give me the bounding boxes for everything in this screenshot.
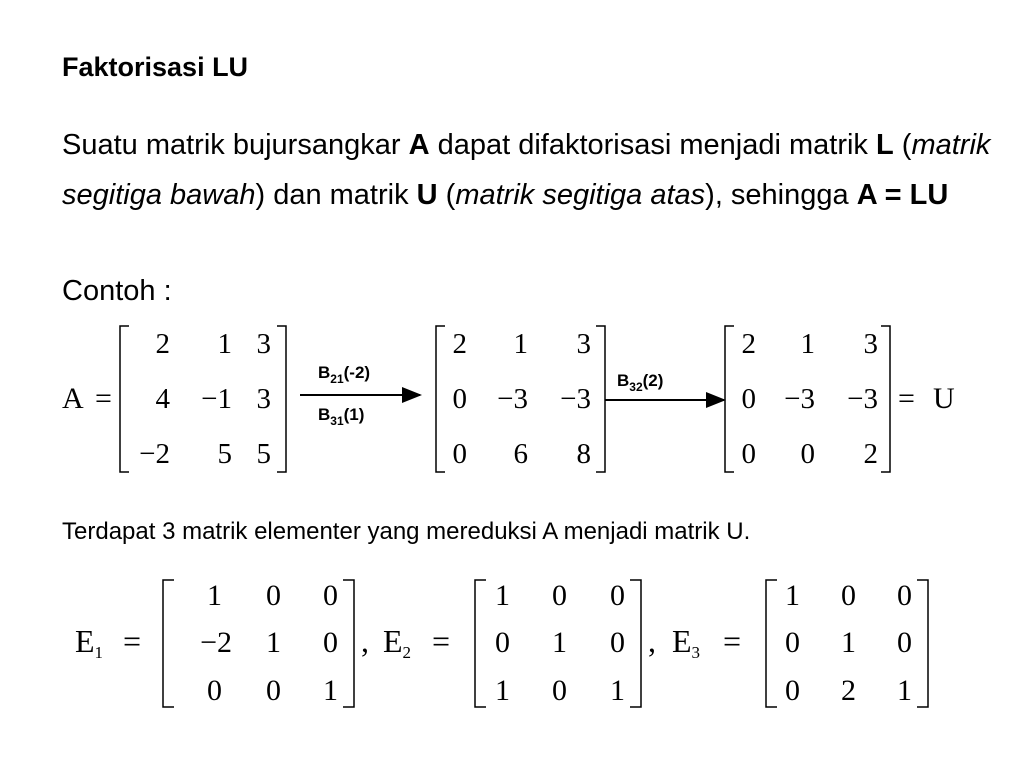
lhs-equals-sign: = <box>95 382 112 415</box>
matrix-E1-cell: 0 <box>266 579 281 612</box>
matrix-E2-cell: 1 <box>552 626 567 659</box>
matrix-E3-cell: 0 <box>785 674 800 707</box>
matrix-A-cell: 3 <box>256 328 271 360</box>
matrix-E3-cell: 1 <box>841 626 856 659</box>
matrix-intermediate-right-bracket <box>596 326 605 472</box>
matrix-E3-cell: 0 <box>897 579 912 612</box>
matrix-intermediate-cell: −3 <box>560 383 591 415</box>
matrix-E3-cell: 1 <box>785 579 800 612</box>
matrix-E2-left-bracket <box>475 580 486 707</box>
matrix-intermediate-cell: 0 <box>452 438 467 470</box>
rhs-U-label: U <box>933 382 955 415</box>
E1-equals-sign: = <box>123 623 142 659</box>
matrix-A-cell: 3 <box>256 383 271 415</box>
matrix-A-cell: 2 <box>155 328 170 360</box>
matrix-U-cell: 1 <box>800 328 815 360</box>
matrix-E1-right-bracket <box>343 580 354 707</box>
E1-label: E1 <box>75 623 104 662</box>
para-text-2: dapat difaktorisasi menjadi matrik <box>429 129 876 161</box>
matrix-A <box>120 326 286 472</box>
elementary-note: Terdapat 3 matrik elementer yang mereduksi A menjadi matrik U. <box>62 518 751 545</box>
matrix-E3-left-bracket <box>766 580 777 707</box>
matrix-E2-right-bracket <box>630 580 641 707</box>
matrix-E3 <box>766 579 928 707</box>
matrix-intermediate-cell: 1 <box>513 328 528 360</box>
op-B21-label: $B_{21}(-2)$ <box>318 363 371 386</box>
matrix-U-cell: −3 <box>784 383 815 415</box>
matrix-E2-cell: 1 <box>495 674 510 707</box>
matrix-intermediate-cell: 0 <box>452 383 467 415</box>
matrix-A-cell: −2 <box>139 438 170 470</box>
matrix-intermediate-cell: 3 <box>576 328 591 360</box>
E2-equals-sign: = <box>432 623 451 659</box>
matrix-U-cell: 0 <box>741 438 756 470</box>
E3-equals-sign: = <box>723 623 742 659</box>
matrix-E2 <box>475 579 641 707</box>
op-B31-label: $B_{31}(1)$ <box>318 405 365 428</box>
para-text-4: ) dan matrik <box>255 179 417 211</box>
slide-title: Faktorisasi LU <box>62 52 249 82</box>
matrix-E1-cell: −2 <box>200 626 232 659</box>
matrix-U-cell: 2 <box>863 438 878 470</box>
para-bold-A: A <box>408 129 430 161</box>
step1-arrow-group <box>300 363 420 428</box>
lhs-A-label: A <box>62 382 84 415</box>
matrix-E3-cell: 1 <box>897 674 912 707</box>
para-bold-U: U <box>416 179 438 211</box>
matrix-intermediate <box>436 326 605 472</box>
matrix-intermediate-cell: 6 <box>513 438 528 470</box>
matrix-E2-cell: 1 <box>610 674 625 707</box>
para-italic-upper: matrik segitiga atas <box>455 179 706 211</box>
matrix-E3-cell: 0 <box>785 626 800 659</box>
separator-comma: , <box>361 623 369 659</box>
matrix-E2-cell: 0 <box>495 626 510 659</box>
matrix-U-cell: −3 <box>847 383 878 415</box>
matrix-A-cell: 4 <box>155 383 170 415</box>
para-text-5: ( <box>437 179 456 211</box>
matrix-E3-cell: 0 <box>897 626 912 659</box>
op-B32-label: $B_{32}(2)$ <box>617 371 664 394</box>
matrix-U-cell: 0 <box>741 383 756 415</box>
matrix-U-left-bracket <box>725 326 734 472</box>
E2-label: E2 <box>383 623 412 662</box>
matrix-A-cell: 5 <box>256 438 271 470</box>
matrix-E2-cell: 0 <box>610 626 625 659</box>
matrix-E1-cell: 0 <box>323 626 338 659</box>
matrix-U-cell: 2 <box>741 328 756 360</box>
matrix-E1-cell: 1 <box>266 626 281 659</box>
matrix-A-cell: −1 <box>201 383 232 415</box>
matrix-E2-cell: 0 <box>610 579 625 612</box>
matrix-U <box>725 326 890 472</box>
matrix-intermediate-left-bracket <box>436 326 445 472</box>
matrix-A-cell: 5 <box>217 438 232 470</box>
matrix-A-left-bracket <box>120 326 129 472</box>
matrix-intermediate-cell: −3 <box>497 383 528 415</box>
matrix-U-right-bracket <box>881 326 890 472</box>
matrix-intermediate-cell: 8 <box>576 438 591 470</box>
para-text-1: Suatu matrik bujursangkar <box>62 129 409 161</box>
para-italic-lower: matrik segitiga bawah <box>62 129 991 211</box>
matrix-intermediate-cell: 2 <box>452 328 467 360</box>
matrix-E2-cell: 0 <box>552 674 567 707</box>
matrix-E3-cell: 0 <box>841 579 856 612</box>
matrix-E1-left-bracket <box>163 580 174 707</box>
matrix-A-cell: 1 <box>217 328 232 360</box>
para-text-3: ( <box>893 129 912 161</box>
matrix-E1-cell: 0 <box>207 674 222 707</box>
matrix-E1-cell: 0 <box>266 674 281 707</box>
separator-comma: , <box>648 623 656 659</box>
para-text-6: ), sehingga <box>705 179 857 211</box>
matrix-U-cell: 0 <box>800 438 815 470</box>
para-bold-L: L <box>876 129 894 161</box>
matrix-E1 <box>163 579 354 707</box>
step2-arrow-group <box>605 371 724 400</box>
matrix-E2-cell: 0 <box>552 579 567 612</box>
matrix-A-right-bracket <box>277 326 286 472</box>
matrix-E2-cell: 1 <box>495 579 510 612</box>
rhs-equals-sign: = <box>898 382 915 415</box>
matrix-E1-cell: 0 <box>323 579 338 612</box>
para-bold-equation: A = LU <box>856 179 949 211</box>
matrix-E1-cell: 1 <box>323 674 338 707</box>
example-label: Contoh : <box>62 275 172 307</box>
E3-label: E3 <box>672 623 701 662</box>
matrix-U-cell: 3 <box>863 328 878 360</box>
matrix-E3-right-bracket <box>917 580 928 707</box>
matrix-E1-cell: 1 <box>207 579 222 612</box>
matrix-E3-cell: 2 <box>841 674 856 707</box>
